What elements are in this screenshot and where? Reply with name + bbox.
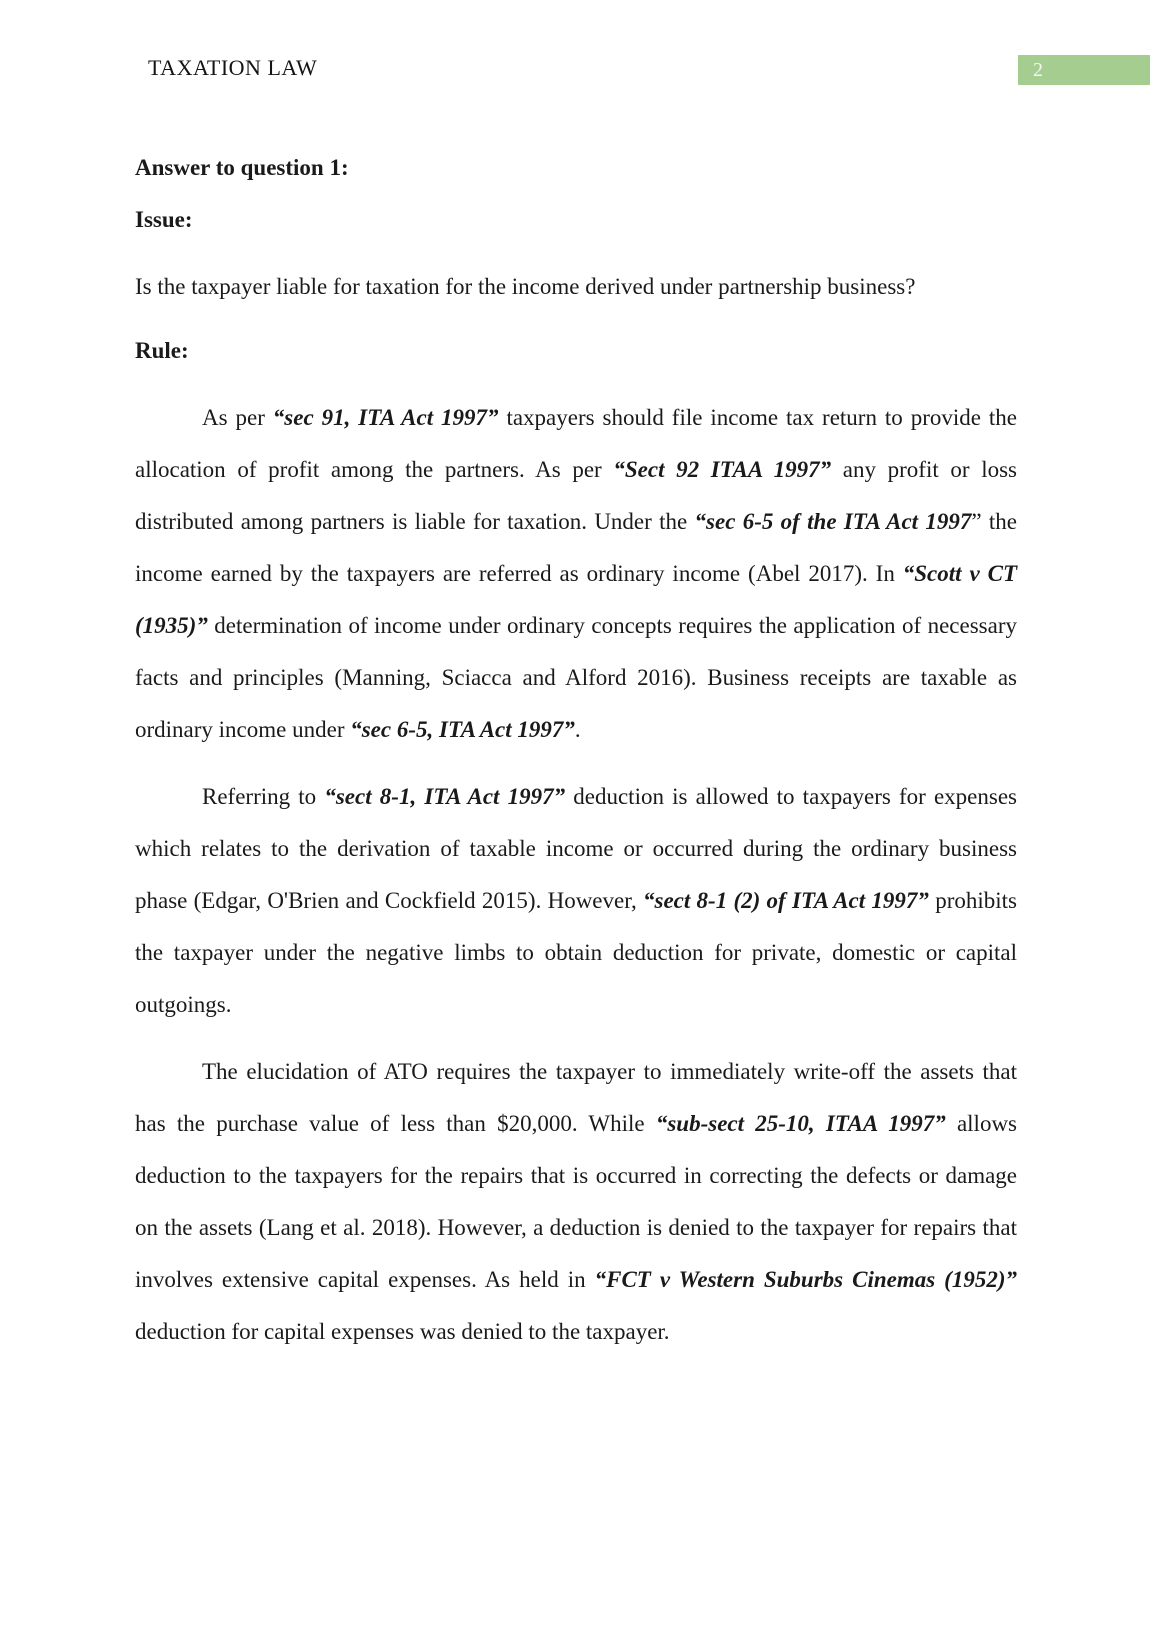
- answer-heading: Answer to question 1:: [135, 155, 349, 180]
- body-text: Referring to: [202, 784, 325, 809]
- rule-paragraph-1: [135, 392, 1017, 756]
- body-text: any profit or loss distributed among partners is liable for taxation. Under the: [135, 457, 1017, 534]
- body-text: allows deduction to the taxpayers for the repairs that is occurred in correcting the defects or damage on the assets (Lang et al. 2018). However, a deduction is denied to the taxpayer for repairs that involves extensive capital expenses. As held in: [135, 1111, 1018, 1292]
- citation-emphasis: “sect 8-1 (2) of ITA Act 1997”: [643, 888, 929, 913]
- citation-emphasis: “sec 91, ITA Act 1997”: [272, 405, 499, 430]
- page-number: 2: [1033, 58, 1043, 81]
- citation-emphasis: “Sect 92 ITAA 1997”: [613, 457, 832, 482]
- body-text: The elucidation of ATO requires the taxpayer to immediately write-off the assets that has the purchase value of less than $20,000. While: [135, 1059, 1017, 1136]
- citation-emphasis: “Scott v CT (1935)”: [135, 561, 1017, 638]
- citation-emphasis: “sec 6-5, ITA Act 1997”: [350, 717, 575, 742]
- issue-paragraph: [135, 261, 1017, 313]
- citation-emphasis: “sub-sect 25-10, ITAA 1997”: [655, 1111, 946, 1136]
- body-text: taxpayers should file income tax return to provide the allocation of profit among the partners. As per: [135, 405, 1017, 482]
- document-title: TAXATION LAW: [148, 55, 318, 80]
- document-blocks: [135, 142, 1017, 1373]
- body-text: prohibits the taxpayer under the negative limbs to obtain deduction for private, domestic or capital outgoings.: [135, 888, 1017, 1017]
- rule-paragraph-3: [135, 1046, 1017, 1358]
- body-text: determination of income under ordinary concepts requires the application of necessary facts and principles (Manning, Sciacca and Alford 2016). Business receipts are taxable as ordinary income under: [135, 613, 1017, 742]
- body-text: deduction is allowed to taxpayers for expenses which relates to the derivation of taxable income or occurred during the ordinary business phase (Edgar, O'Brien and Cockfield 2015). However,: [135, 784, 1017, 913]
- body-text: deduction for capital expenses was denied to the taxpayer.: [135, 1319, 670, 1344]
- page-number-badge: [1018, 55, 1150, 85]
- body-text: .: [574, 717, 581, 742]
- citation-emphasis: “FCT v Western Suburbs Cinemas (1952)”: [594, 1267, 1018, 1292]
- body-text: ” the income earned by the taxpayers are referred as ordinary income (Abel 2017). In: [135, 509, 1017, 586]
- rule-heading: Rule:: [135, 338, 189, 363]
- issue-heading: Issue:: [135, 207, 193, 232]
- rule-paragraph-2: [135, 771, 1017, 1031]
- body-text: Is the taxpayer liable for taxation for the income derived under partnership business?: [135, 274, 916, 299]
- citation-emphasis: “sec 6-5 of the ITA Act 1997: [694, 509, 972, 534]
- body-text: As per: [202, 405, 273, 430]
- citation-emphasis: “sect 8-1, ITA Act 1997”: [324, 784, 566, 809]
